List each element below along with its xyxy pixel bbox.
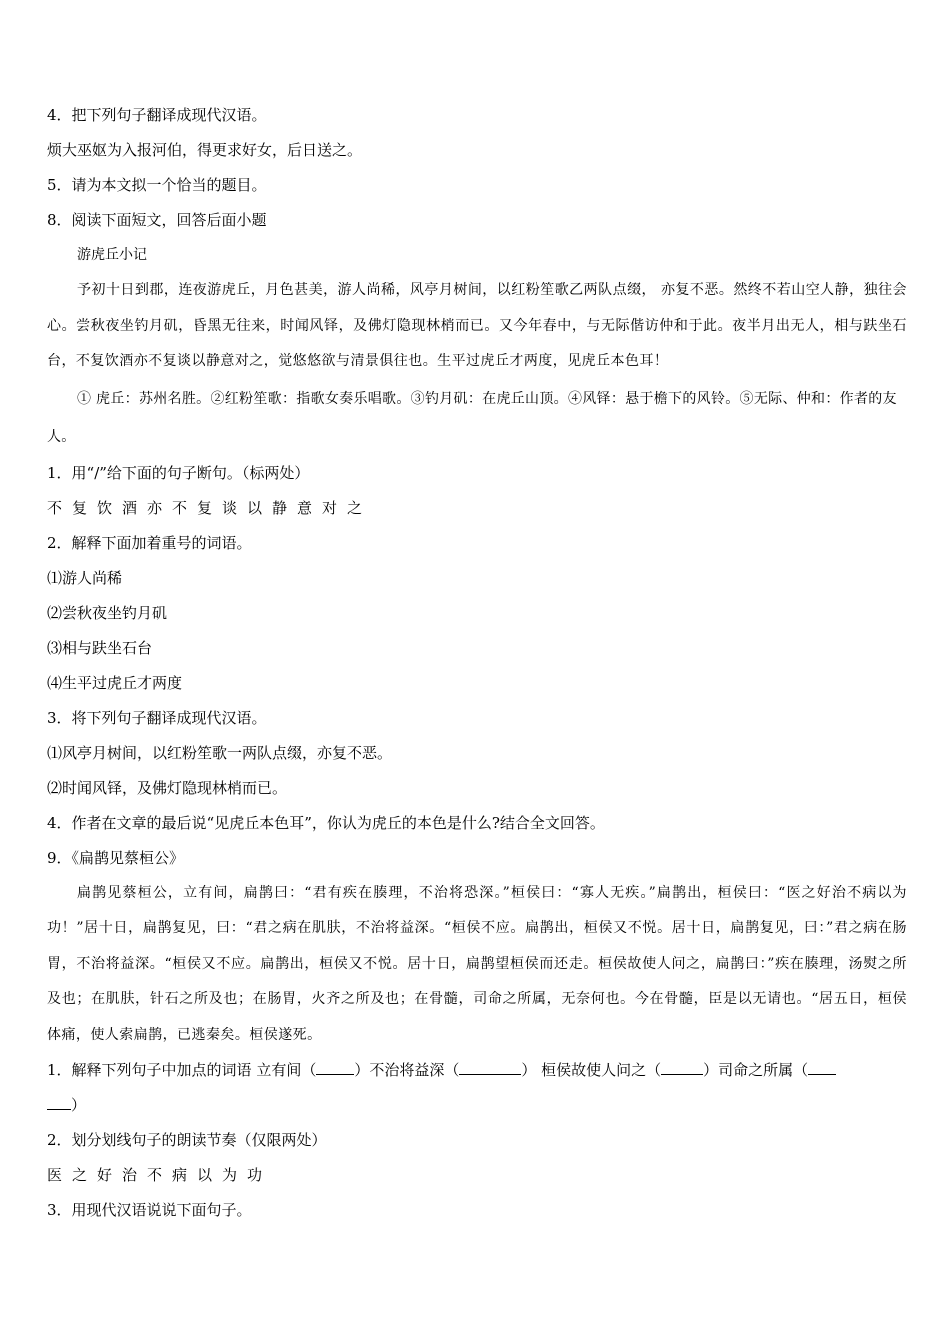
answer-blank-1[interactable]: [316, 1060, 354, 1075]
question-5-title: 5．请为本文拟一个恰当的题目。: [47, 176, 267, 194]
answer-blank-2[interactable]: [459, 1060, 521, 1075]
q8-3-prompt: 3．将下列句子翻译成现代汉语。: [47, 708, 267, 727]
q8-1-sentence: 不复饮酒亦不复谈以静意对之: [47, 498, 373, 517]
q9-2-prompt: 2．划分划线句子的朗读节奏（仅限两处）: [47, 1131, 327, 1149]
q9-2-sentence: 医之好治不病以为功: [47, 1166, 273, 1184]
q8-2-item-3: ⑶相与趺坐石台: [47, 638, 153, 657]
q9-1-part-d: ）司命之所属（: [703, 1061, 809, 1079]
q9-1-part-b: ）不治将益深（: [354, 1061, 460, 1079]
document-page: [47, 98, 907, 1228]
sentence-to-translate: 烦大巫妪为入报河伯，得更求好女，后日送之。: [47, 141, 363, 159]
q9-1-tail: ）: [71, 1096, 87, 1114]
q9-3-prompt: 3．用现代汉语说说下面句子。: [47, 1201, 252, 1219]
question-8-heading: 8．阅读下面短文，回答后面小题: [47, 211, 267, 229]
q8-3-item-1: ⑴风亭月树间，以红粉笙歌一两队点缀，亦复不恶。: [47, 743, 393, 762]
passage-9-body: 扁鹊见蔡桓公，立有间，扁鹊曰：“君有疾在腠理，不治将恐深。”桓侯曰：“寡人无疾。”扁鹊出，桓侯曰：“医之好治不病以为功！”居十日，扁鹊复见，曰：“君之病在肌肤，不治将益深。“桓侯不应。扁鹊出，桓侯又不悦。居十日，扁鹊复见，曰：”君之病在肠胃，不治将益深。“桓侯又不应。扁鹊出，桓侯又不悦。居十日，扁鹊望桓侯而还走。桓侯故使人问之，扁鹊曰：”疾在腠理，汤熨之所及也；在肌肤，针石之所及也；在肠胃，火齐之所及也；在骨髓，司命之所属，无奈何也。今在骨髓，臣是以无请也。“居五日，桓侯体痛，使人索扁鹊，已逃秦矣。桓侯遂死。: [47, 884, 907, 1043]
passage-8-title: 游虎丘小记: [77, 247, 147, 263]
q9-1-part-a: 1．解释下列句子中加点的词语 立有间（: [47, 1061, 317, 1079]
question-4-translate: 4．把下列句子翻译成现代汉语。: [47, 106, 267, 124]
passage-8-body: 予初十日到郡，连夜游虎丘，月色甚美，游人尚稀，风亭月树间，以红粉笙歌乙两队点缀， 亦复不恶。然终不若山空人静，独往会心。尝秋夜坐钓月矶，昏黑无往来，时闻风铎，及佛灯隐现林梢而已。又今年春中，与无际偕访仲和于此。夜半月出无人，相与趺坐石台，不复饮酒亦不复谈以静意对之，觉悠悠欲与清景俱往也。生平过虎丘才两度，见虎丘本色耳！: [47, 282, 907, 369]
q8-2-item-4: ⑷生平过虎丘才两度: [47, 673, 183, 692]
q8-2-prompt: 2．解释下面加着重号的词语。: [47, 533, 252, 552]
q8-3-item-2: ⑵时闻风铎，及佛灯隐现林梢而已。: [47, 778, 288, 797]
q9-1-prompt: [47, 1053, 907, 1088]
q9-1-continuation: [47, 1088, 907, 1123]
q8-1-prompt: 1．用“/”给下面的句子断句。（标两处）: [47, 463, 310, 482]
answer-blank-4a[interactable]: [808, 1060, 836, 1075]
q8-4-prompt: 4．作者在文章的最后说“见虎丘本色耳”，你认为虎丘的本色是什么?结合全文回答。: [47, 813, 605, 832]
answer-blank-4b[interactable]: [47, 1095, 71, 1110]
passage-8-notes: ① 虎丘：苏州名胜。②红粉笙歌：指歌女奏乐唱歌。③钓月矶：在虎丘山顶。④风铎：悬于檐下的风铃。⑤无际、仲和：作者的友人。: [47, 390, 897, 445]
q9-1-part-c: ） 桓侯故使人问之（: [521, 1061, 662, 1079]
q8-2-item-1: ⑴游人尚稀: [47, 568, 123, 587]
answer-blank-3[interactable]: [661, 1060, 703, 1075]
q8-2-item-2: ⑵尝秋夜坐钓月矶: [47, 603, 168, 622]
passage-9-heading: 9．《扁鹊见蔡桓公》: [47, 848, 185, 867]
